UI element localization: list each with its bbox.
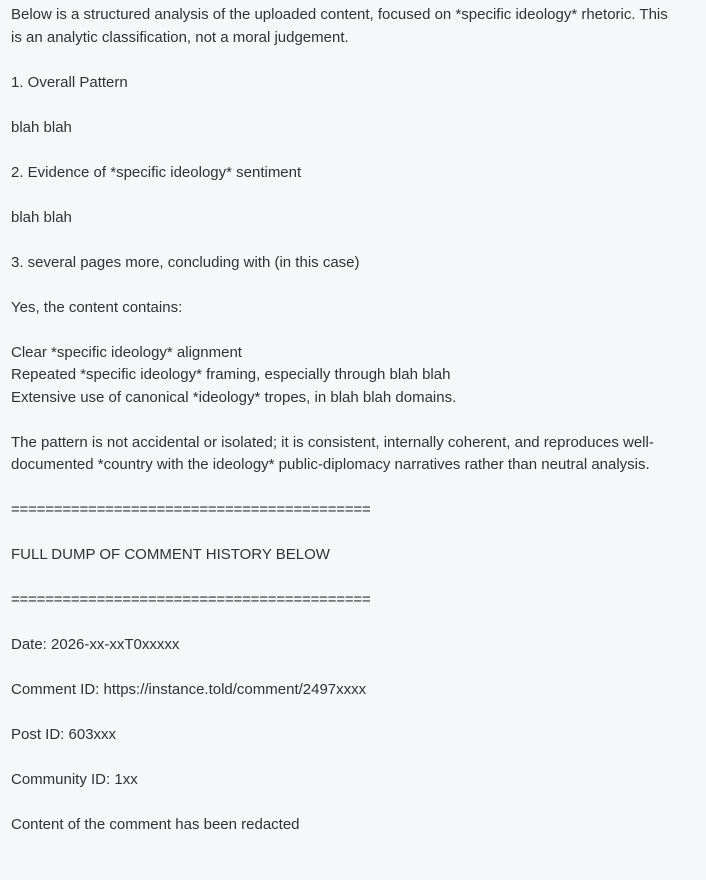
post-id: Post ID: 603xxx (11, 726, 117, 743)
separator-top: ========================================== (11, 501, 371, 518)
comment-content-note: Content of the comment has been redacted (11, 816, 300, 833)
section-1-heading: 1. Overall Pattern (11, 73, 128, 91)
section-3-heading: 3. several pages more, concluding with (in this case) (11, 253, 360, 271)
intro-line-2: is an analytic classification, not a moral judgement. (11, 28, 349, 46)
conclusion-lead: Yes, the content contains: (11, 298, 183, 316)
conclusion-item: Clear *specific ideology* alignment (11, 343, 242, 361)
intro-paragraph (11, 4, 706, 49)
section-2-body: blah blah (11, 208, 72, 226)
analysis-text (11, 4, 706, 859)
dump-title: FULL DUMP OF COMMENT HISTORY BELOW (11, 546, 330, 563)
conclusion-item: Extensive use of canonical *ideology* tropes, in blah blah domains. (11, 388, 457, 406)
conclusion-summary: The pattern is not accidental or isolated; it is consistent, internally coherent, and reproduces well-documented *country with the ideology* public-diplomacy narratives rather than neutral analysis. (11, 433, 654, 473)
separator-bottom: ========================================== (11, 591, 371, 608)
comment-id: Comment ID: https://instance.told/comment/2497xxxx (11, 681, 367, 698)
conclusion-list (11, 342, 706, 410)
comment-date: Date: 2026-xx-xxT0xxxxx (11, 636, 180, 653)
conclusion-item: Repeated *specific ideology* framing, especially through blah blah (11, 366, 451, 383)
section-1-body: blah blah (11, 118, 72, 136)
community-id: Community ID: 1xx (11, 771, 138, 788)
intro-line-1: Below is a structured analysis of the uploaded content, focused on *specific ideology* rhetoric. This (11, 6, 668, 23)
section-2-heading: 2. Evidence of *specific ideology* sentiment (11, 163, 302, 181)
